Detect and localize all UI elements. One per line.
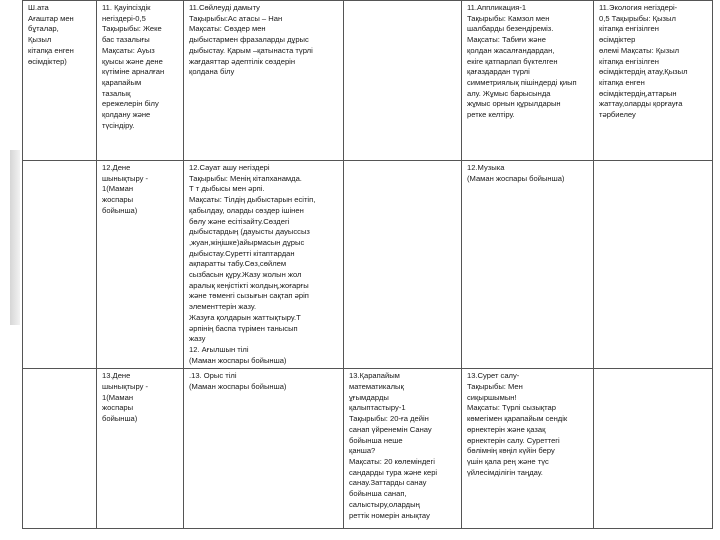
table-cell: 12.Сауат ашу негіздері Тақырыбы: Менің кітапханамда. Т т дыбысы мен әрпі. Мақсаты: Тілдің дыбыстарын есітіп, қабылдау, оларды сөздер ішінен бөлу және есітізайту.Сөздегі дыбыстардың (дауысты дауыссыз ,жуан,жіңішке)айырмасын дұрыс дыбыстау.Суретті кітаптардан ақпаратты табу.Сөз,сөйлем сызбасын құру.Жазу жолын жол аралық кеңістікті жолдың,жоғарғы және төменгі сызығын сақтап әріп элементтерін жазу. Жазуға қолдарын жаттықтыру.Т әрпінің баспа түрімен танысып жазу 12. Ағылшын тілі (Маман жоспары бойынша) [184,161,344,369]
table-cell [23,161,97,369]
table-row [23,369,713,529]
lesson-plan-table [22,0,713,529]
table-cell [23,369,97,529]
table-cell: .13. Орыс тілі (Маман жоспары бойынша) [184,369,344,529]
table-cell: 12.Музыка (Маман жоспары бойынша) [462,161,594,369]
table-cell: 12.Дене шынықтыру - 1(Маман жоспары бойынша) [97,161,184,369]
table-cell: Ш.ата Ағаштар мен бұталар, Қызыл кітапқа енген өсімдіктер) [23,1,97,161]
table-cell: 13.Қарапайым математикалық ұғымдарды қалыптастыру-1 Тақырыбы: 20-ға дейін санап үйренемін Санау бойынша неше қанша? Мақсаты: 20 көлеміндегі сандарды тура және кері санау.Заттарды санау бойынша санап, салыстыру,олардың реттік номерін анықтау [344,369,462,529]
table-cell [594,161,713,369]
table-row [23,1,713,161]
table-cell: 11.Сөйлеуді дамыту Тақырыбы:Ас атасы – Нан Мақсаты: Сөздер мен дыбыстармен фразаларды дұрыс дыбыстау. Қарым –қатынаста түрлі жағдаяттар әдептілік сөздерін қолдана білу [184,1,344,161]
table-cell: 11. Қауіпсіздік негіздері-0,5 Тақырыбы: Жеке бас тазалығы Мақсаты: Ауыз қуысы және дене күтіміне арналған қарапайым тазалық ережелерін білу қолдану және түсіндіру. [97,1,184,161]
table-cell: 13.Дене шынықтыру - 1(Маман жоспары бойынша) [97,369,184,529]
page-edge-shadow [10,150,20,325]
table-cell [594,369,713,529]
table-cell: 11.Экология негіздері- 0,5 Тақырыбы: Қызыл кітапқа енгізілген өсімдіктер өлемі Мақсаты: Қызыл кітапқа енгізілген өсімдіктердің атау,Қызыл кітапқа енген өсімдіктердің,аттарын жаттау,оларды қорғауға тәрбиелеу [594,1,713,161]
table-cell: 11.Аппликация-1 Тақырыбы: Камзол мен шалбарды безендіреміз. Мақсаты: Табиғи және қолдан жасалғандардан, екіге қатпарлап бүктелген қағаздардан түрлі симметриялық пішіндерді қиып алу. Жұмыс барысында жұмыс орнын құрылдарын ретке келтіру. [462,1,594,161]
table-row [23,161,713,369]
table-cell [344,1,462,161]
table-cell [344,161,462,369]
table-cell: 13.Сурет салу- Тақырыбы: Мен сиқыршымын! Мақсаты: Түрлі сызықтар көмегімен қарапайым сендік өрнектерін және қазақ өрнектерін салу. Суреттегі бөлімнің көңіл күйін беру үшін қала рең және түс үйлесімділігін таңдау. [462,369,594,529]
